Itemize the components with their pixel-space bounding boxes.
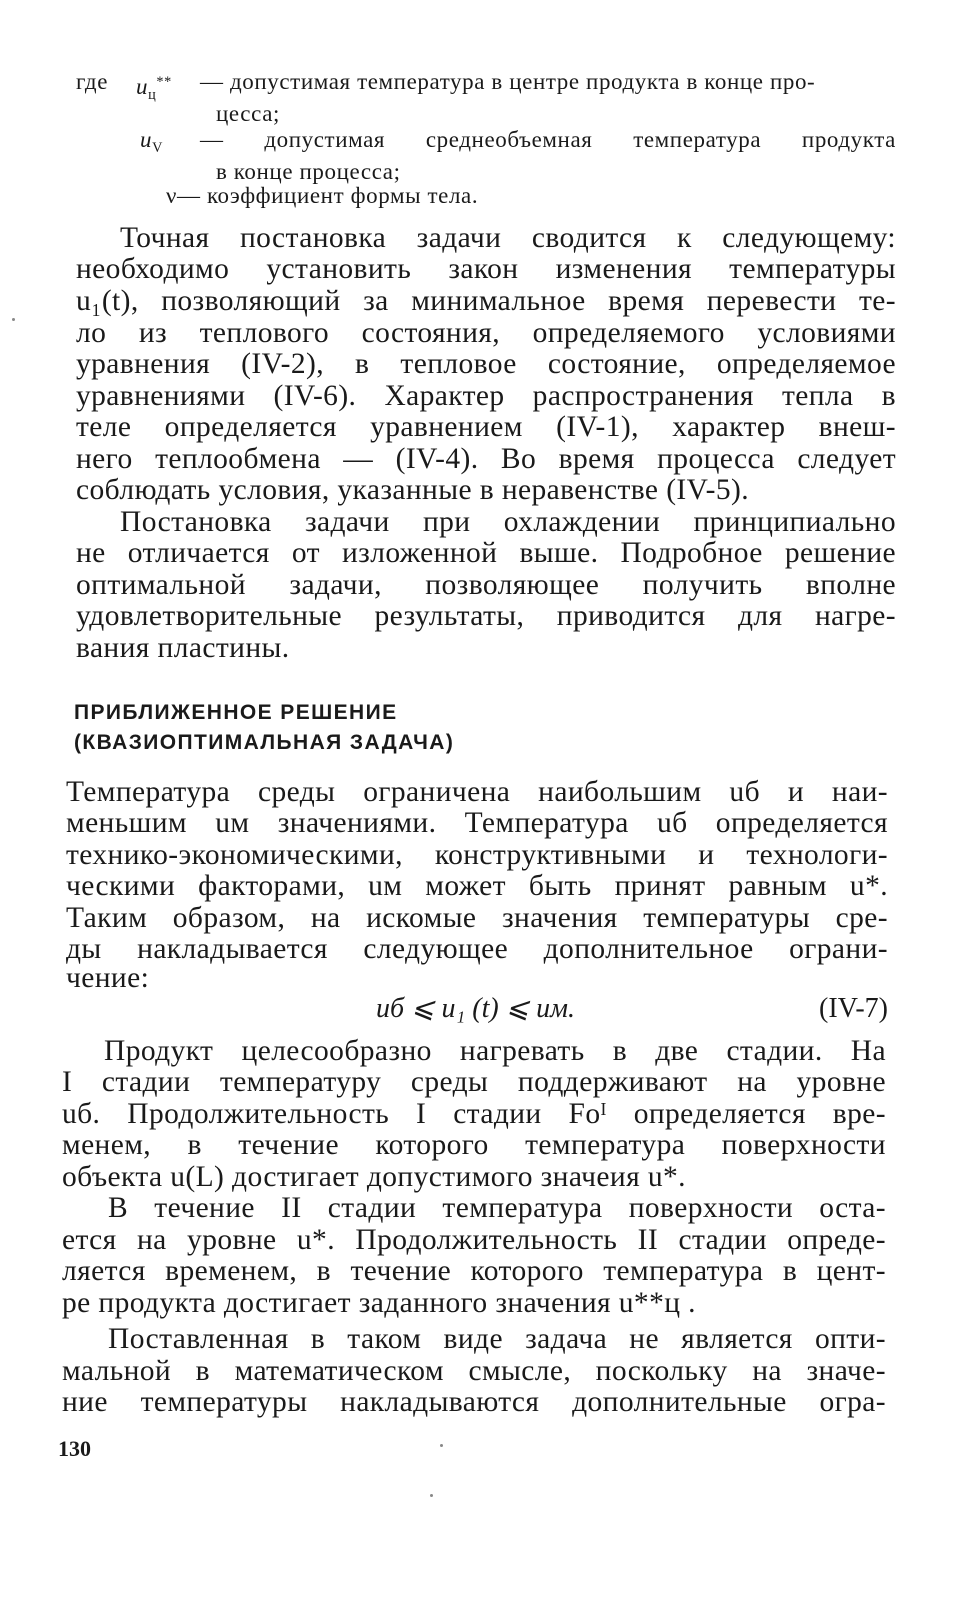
paragraph-1-line: него теплообмена — (IV-4). Во время процесса следует <box>76 443 896 475</box>
paragraph-1-line: соблюдать условия, указанные в неравенстве (IV-5). <box>76 474 750 506</box>
legend-item-3-symbol: ν <box>166 183 177 208</box>
legend-item-2-text: — допустимая среднеобъемная температура продукта <box>200 127 896 152</box>
legend-item-2-continuation: в конце процесса; <box>216 159 401 184</box>
legend-item-3 <box>166 182 478 210</box>
paragraph-1-line: ло из теплового состояния, определяемого условиями <box>76 317 896 349</box>
paragraph-4-line: Продукт целесообразно нагревать в две стадии. На <box>104 1035 886 1067</box>
paragraph-1-line: необходимо установить закон изменения температуры <box>76 253 896 285</box>
paragraph-3-line: ды накладывается следующее дополнительное ограни- <box>66 933 888 965</box>
legend-item-1-symbol: $u_ц^{**}$ <box>136 73 172 103</box>
paragraph-4-line: I стадии температуру среды поддерживают на уровне <box>62 1066 886 1098</box>
paragraph-3-line: меньшим uм значениями. Температура uб определяется <box>66 807 888 839</box>
paragraph-5-line: ется на уровне u*. Продолжительность II стадии опреде- <box>62 1224 886 1256</box>
paragraph-5-line: В течение II стадии температура поверхности оста- <box>108 1192 886 1224</box>
paragraph-2-line: Постановка задачи при охлаждении принципиально <box>120 506 896 538</box>
paragraph-1-line: уравнения (IV-2), в тепловое состояние, определяемое <box>76 348 896 380</box>
paragraph-4-line: объекта u(L) достигает допустимого значеия u*. <box>62 1161 686 1193</box>
paragraph-2-line: оптимальной задачи, позволяющее получить вполне <box>76 569 896 601</box>
paragraph-3-line: Температура среды ограничена наибольшим uб и наи- <box>66 776 888 808</box>
legend-item-2 <box>140 126 163 162</box>
legend-item-1 <box>76 68 816 103</box>
paragraph-3-line: технико-экономическими, конструктивными и технологи- <box>66 839 888 871</box>
legend-item-2-symbol: $u_V$ <box>140 127 164 156</box>
paragraph-4-line: менем, в течение которого температура поверхности <box>62 1129 886 1161</box>
paragraph-5-line: ре продукта достигает заданного значения u**ц . <box>62 1287 696 1319</box>
paragraph-6-line: Поставленная в таком виде задача не является опти- <box>108 1323 886 1355</box>
paragraph-6-line: ние температуры накладываются дополнительные огра- <box>62 1386 886 1418</box>
paragraph-6-line: мальной в математическом смысле, поскольку на значе- <box>62 1355 886 1387</box>
scan-speck <box>440 1444 443 1447</box>
legend-item-1-text: — допустимая температура в центре продукта в конце про- <box>200 69 816 94</box>
paragraph-4-line: uб. Продолжительность I стадии Foᴵ определяется вре- <box>62 1098 886 1130</box>
paragraph-1-line: уравнениями (IV-6). Характер распространения тепла в <box>76 380 896 412</box>
paragraph-2-line: не отличается от изложенной выше. Подробное решение <box>76 537 896 569</box>
legend-item-3-text: — коэффициент формы тела. <box>177 183 479 208</box>
paragraph-5-line: ляется временем, в течение которого температура в цент- <box>62 1255 886 1287</box>
paragraph-2-line: вания пластины. <box>76 632 290 664</box>
scan-speck <box>12 318 15 321</box>
legend-item-1-continuation: цесса; <box>216 101 280 126</box>
scan-speck <box>430 1494 433 1497</box>
section-heading-line-1: ПРИБЛИЖЕННОЕ РЕШЕНИЕ <box>74 701 398 724</box>
paragraph-1-line: u₁(t), позволяющий за минимальное время перевести те- <box>76 285 896 317</box>
paragraph-3-line: Таким образом, на искомые значения температуры сре- <box>66 902 888 934</box>
paragraph-2-line: удовлетворительные результаты, приводится для нагре- <box>76 600 896 632</box>
paragraph-3-line: ческими факторами, uм может быть принят равным u*. <box>66 870 888 902</box>
paragraph-1-line: Точная постановка задачи сводится к следующему: <box>120 222 896 254</box>
equation-number: (IV-7) <box>819 993 888 1024</box>
section-heading-line-2: (КВАЗИОПТИМАЛЬНАЯ ЗАДАЧА) <box>74 731 455 754</box>
paragraph-3-line: чение: <box>66 962 150 994</box>
paragraph-1-line: теле определяется уравнением (IV-1), характер внеш- <box>76 411 896 443</box>
legend-intro-word: где <box>76 69 108 94</box>
equation-expression: uб ⩽ u₁ (t) ⩽ uм. <box>376 993 576 1024</box>
page-number: 130 <box>58 1436 91 1461</box>
